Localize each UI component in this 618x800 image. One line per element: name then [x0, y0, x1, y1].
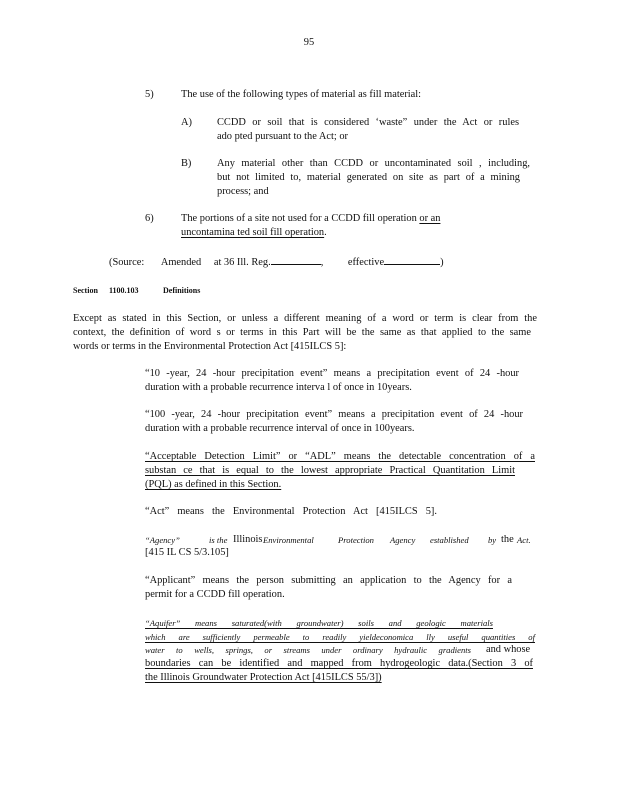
section-number: 1100.103 — [109, 286, 139, 295]
source-reg: at 36 Ill. Reg. — [213, 257, 271, 268]
list-item-6-line2-end: . — [324, 227, 327, 238]
list-marker-5a: A) — [181, 117, 192, 128]
source-effective: effective — [347, 257, 385, 268]
def-aquifer-line1: “Aquifer” means saturated(with groundwater) soils and geologic materials — [145, 618, 493, 628]
agency-p8: by — [488, 535, 497, 545]
list-marker-5b: B) — [181, 158, 192, 169]
list-item-6-line2 — [181, 226, 327, 240]
def-adl-line3: (PQL) as defined in this Section. — [145, 479, 282, 490]
def-applicant-line1: “Applicant” means the person submitting an application to the Agency for a — [145, 575, 512, 586]
agency-p3: Illinois — [233, 534, 263, 545]
def-agency-line2: [415 IL CS 5/3.105] — [145, 547, 229, 558]
def-adl-line2: substan ce that is equal to the lowest appropriate Practical Quantitation Limit — [145, 465, 515, 476]
page-number: 95 — [303, 37, 315, 48]
def-aquifer-line4: boundaries can be identified and mapped from hydrogeologic data.(Section 3 of — [145, 658, 533, 669]
def-aquifer-line2: which are sufficiently permeable to readily yieldeconomica lly useful quantities of — [145, 632, 535, 642]
agency-p5: Protection — [338, 535, 374, 545]
def-10yr-line1: “10 -year, 24 -hour precipitation event” means a precipitation event of 24 -hour — [145, 368, 519, 379]
list-item-6-line1 — [181, 212, 485, 226]
source-amended: Amended — [160, 257, 202, 268]
list-item-6-line2-inserted: uncontamina ted soil fill operation — [181, 227, 325, 238]
intro-line1: Except as stated in this Section, or unless a different meaning of a word or term is clear from the — [73, 313, 537, 324]
list-item-5b-line2: but not limited to, material generated on site as part of a mining — [217, 172, 520, 183]
def-100yr-line2: duration with a probable recurrence interval of once in 100years. — [145, 423, 415, 434]
list-item-6-line1-inserted: or an — [419, 213, 441, 224]
intro-line3: words or terms in the Environmental Protection Act [415ILCS 5]: — [73, 341, 347, 352]
agency-p7: established — [430, 535, 469, 545]
def-10yr-line2: duration with a probable recurrence interva l of once in 10years. — [145, 382, 412, 393]
list-marker-5: 5) — [145, 89, 154, 100]
list-item-5a-line2: ado pted pursuant to the Act; or — [217, 131, 349, 142]
def-aquifer-line3 — [145, 643, 537, 657]
list-item-6-line1-plain: The portions of a site not used for a CCDD fill operation — [181, 213, 417, 224]
agency-p1: “Agency” — [145, 535, 180, 545]
reg-blank — [271, 254, 321, 265]
list-item-5b-line1: Any material other than CCDD or uncontaminated soil , including, — [217, 158, 530, 169]
agency-p10: Act. — [517, 535, 531, 545]
agency-p4: Environmental — [263, 535, 314, 545]
list-item-5-text: The use of the following types of material as fill material: — [181, 89, 422, 100]
def-act-line1: “Act” means the Environmental Protection Act [415ILCS 5]. — [145, 506, 437, 517]
list-item-5a-line1: CCDD or soil that is considered ‘waste” under the Act or rules — [217, 117, 519, 128]
list-marker-6: 6) — [145, 213, 154, 224]
agency-p9: the — [501, 534, 514, 545]
effective-blank — [384, 254, 440, 265]
source-note — [109, 254, 444, 270]
source-open: (Source: — [109, 257, 145, 268]
def-agency-line1 — [145, 533, 530, 547]
agency-p6: Agency — [390, 535, 416, 545]
aquifer-l3-roman: and whose — [486, 644, 531, 655]
def-applicant-line2: permit for a CCDD fill operation. — [145, 589, 285, 600]
section-title: Definitions — [163, 286, 201, 295]
source-close: ) — [440, 257, 444, 268]
aquifer-l3-italic: water to wells, springs, or streams under ordinary hydraulic gradients — [145, 645, 471, 655]
agency-p2: is the — [209, 535, 228, 545]
def-100yr-line1: “100 -year, 24 -hour precipitation event” means a precipitation event of 24 -hour — [145, 409, 523, 420]
section-label: Section — [73, 286, 98, 295]
def-aquifer-line5: the Illinois Groundwater Protection Act [415ILCS 55/3]) — [145, 672, 382, 683]
list-item-5b-line3: process; and — [217, 186, 269, 197]
source-separator: , — [320, 257, 324, 268]
def-adl-line1: “Acceptable Detection Limit” or “ADL” means the detectable concentration of a — [145, 451, 535, 462]
intro-line2: context, the definition of word s or terms in this Part will be the same as that applied to the same — [73, 327, 531, 338]
